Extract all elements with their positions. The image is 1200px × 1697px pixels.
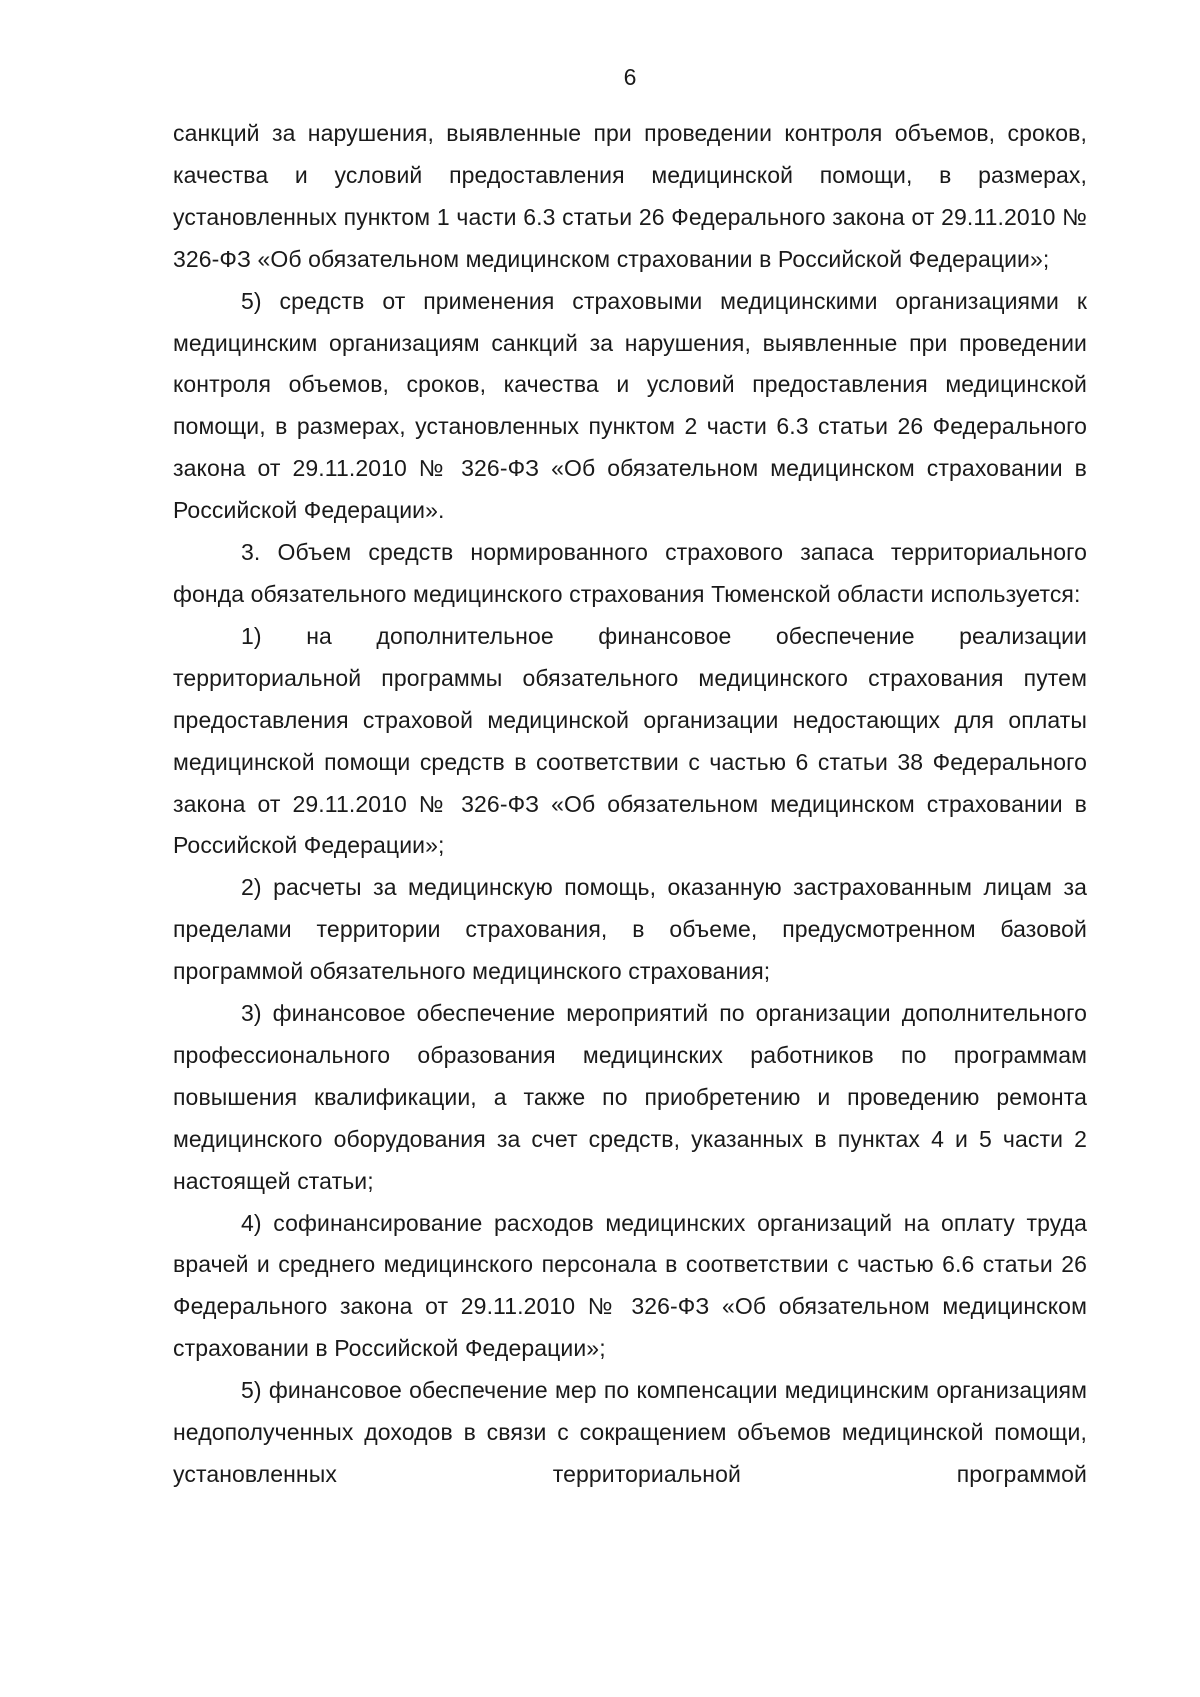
paragraph-item-5-sanctions: 5) средств от применения страховыми медицинскими организациями к медицинским организациям санкций за нарушения, выявленные при проведении контроля объемов, сроков, качества и условий предоставления медицинской помощи, в размерах, установленных пунктом 2 части 6.3 статьи 26 Федерального закона от 29.11.2010 № 326-ФЗ «Об обязательном медицинском страховании в Российской Федерации». xyxy=(173,287,1087,524)
paragraph-item-1: 1) на дополнительное финансовое обеспечение реализации территориальной программы обязательного медицинского страхования путем предоставления страховой медицинской организации недостающих для оплаты медицинской помощи средств в соответствии с частью 6 статьи 38 Федерального закона от 29.11.2010 № 326-ФЗ «Об обязательном медицинском страховании в Российской Федерации»; xyxy=(173,622,1087,859)
paragraph-item-5-compensation: 5) финансовое обеспечение мер по компенсации медицинским организациям недополученных доходов в связи с сокращением объемов медицинской помощи, установленных территориальной программой xyxy=(173,1377,1087,1487)
paragraph-section-3: 3. Объем средств нормированного страхового запаса территориального фонда обязательного медицинского страхования Тюменской области используется: xyxy=(173,539,1087,607)
paragraph-continuation: санкций за нарушения, выявленные при проведении контроля объемов, сроков, качества и условий предоставления медицинской помощи, в размерах, установленных пунктом 1 части 6.3 статьи 26 Федерального закона от 29.11.2010 № 326-ФЗ «Об обязательном медицинском страховании в Российской Федерации»; xyxy=(173,120,1087,272)
document-body xyxy=(173,113,1087,1496)
paragraph-item-2: 2) расчеты за медицинскую помощь, оказанную застрахованным лицам за пределами территории страхования, в объеме, предусмотренном базовой программой обязательного медицинского страхования; xyxy=(173,874,1087,985)
page-number: 6 xyxy=(623,64,637,90)
paragraph-item-3: 3) финансовое обеспечение мероприятий по организации дополнительного профессионального образования медицинских работников по программам повышения квалификации, а также по приобретению и проведению ремонта медицинского оборудования за счет средств, указанных в пунктах 4 и 5 части 2 настоящей статьи; xyxy=(173,1000,1087,1194)
paragraph-item-4: 4) софинансирование расходов медицинских организаций на оплату труда врачей и среднего медицинского персонала в соответствии с частью 6.6 статьи 26 Федерального закона от 29.11.2010 № 326-ФЗ «Об обязательном медицинском страховании в Российской Федерации»; xyxy=(173,1209,1087,1362)
